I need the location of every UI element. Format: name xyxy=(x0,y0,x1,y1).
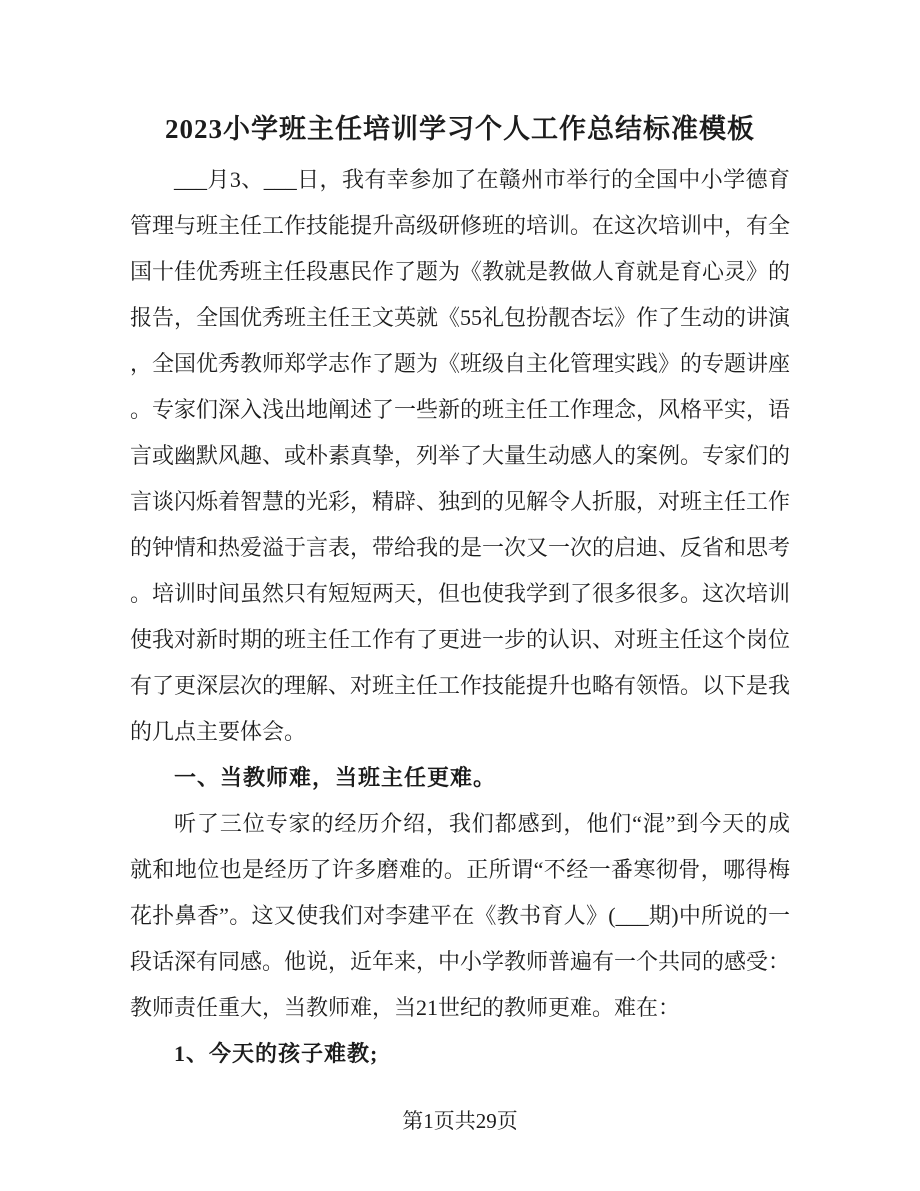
text-line: 言或幽默风趣、或朴素真挚，列举了大量生动感人的案例。专家们的 xyxy=(130,443,791,468)
text-line: 就和地位也是经历了许多磨难的。正所谓“不经一番寒彻骨，哪得梅 xyxy=(130,857,790,882)
document-title: 2023小学班主任培训学习个人工作总结标准模板 xyxy=(165,114,755,144)
document-body xyxy=(130,157,790,1077)
text-line: 管理与班主任工作技能提升高级研修班的培训。在这次培训中，有全 xyxy=(130,213,791,238)
text-line: 。专家们深入浅出地阐述了一些新的班主任工作理念，风格平实，语 xyxy=(130,397,791,422)
page-number: 第1页共29页 xyxy=(402,1109,518,1133)
text-line: 的几点主要体会。 xyxy=(130,719,307,744)
text-line: 有了更深层次的理解、对班主任工作技能提升也略有领悟。以下是我 xyxy=(130,673,791,698)
section-heading: 1、今天的孩子难教; xyxy=(174,1041,379,1066)
text-line: 使我对新时期的班主任工作有了更进一步的认识、对班主任这个岗位 xyxy=(130,627,791,652)
text-line: 的钟情和热爱溢于言表，带给我的是一次又一次的启迪、反省和思考 xyxy=(130,535,791,560)
text-line: 花扑鼻香”。这又使我们对李建平在《教书育人》(___期)中所说的一 xyxy=(130,903,790,928)
text-line: 听了三位专家的经历介绍，我们都感到，他们“混”到今天的成 xyxy=(174,811,790,836)
text-line: 言谈闪烁着智慧的光彩，精辟、独到的见解令人折服，对班主任工作 xyxy=(130,489,791,514)
text-line: 国十佳优秀班主任段惠民作了题为《教就是教做人育就是育心灵》的 xyxy=(130,259,791,284)
text-line: 报告，全国优秀班主任王文英就《55礼包扮靓杏坛》作了生动的讲演 xyxy=(130,305,791,330)
text-line: 教师责任重大，当教师难，当21世纪的教师更难。难在： xyxy=(130,995,681,1020)
text-line: ___月3、___日，我有幸参加了在赣州市举行的全国中小学德育 xyxy=(174,167,790,192)
text-line: 。培训时间虽然只有短短两天，但也使我学到了很多很多。这次培训 xyxy=(130,581,791,606)
section-heading: 一、当教师难，当班主任更难。 xyxy=(174,765,497,790)
text-line: ，全国优秀教师郑学志作了题为《班级自主化管理实践》的专题讲座 xyxy=(130,351,791,376)
text-line: 段话深有同感。他说，近年来，中小学教师普遍有一个共同的感受： xyxy=(130,949,791,974)
